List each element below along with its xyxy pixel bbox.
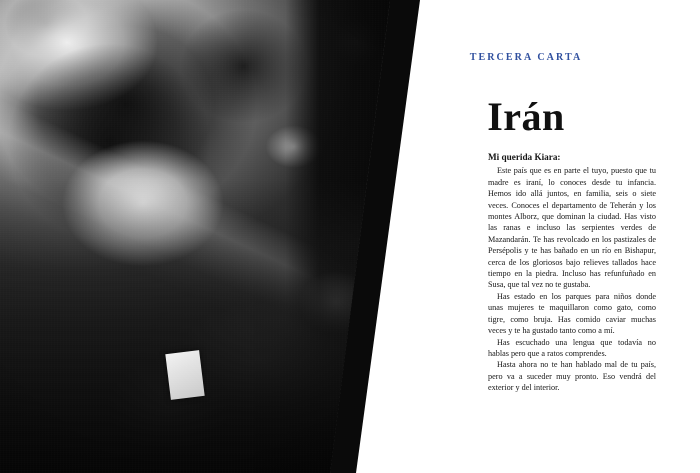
letter-salutation: Mi querida Kiara: [488, 152, 561, 162]
article-text-panel [370, 0, 700, 473]
page-title: Irán [487, 93, 565, 139]
letter-paragraph: Este país que es en parte el tuyo, puesto que tu madre es iraní, lo conoces desde tu infancia. Hemos ido allá juntos, en familia, seis o siete veces. Conoces el departamento de Teherán y los montes Alborz, que dominan la ciudad. Has visto las ranas e incluso las serpientes verdes de Mazandarán. Te has revolcado en los pastizales de Persépolis y te has bañado en un río en Bishapur, cerca de los gloriosos bajo relieves tallados hace tiempo en la piedra. Incluso has refunfuñado en Susa, que tal vez no te gustaba. [488, 166, 656, 290]
letter-body [488, 152, 656, 394]
article-kicker: TERCERA CARTA [469, 52, 583, 63]
letter-paragraph: Has estado en los parques para niños donde unas mujeres te maquillaron como gato, como tigre, como brujа. Has comido caviar muchas veces y te ha gustado tanto como a mí. [488, 291, 656, 336]
letter-paragraph: Hasta ahora no te han hablado mal de tu país, pero va a suceder muy pronto. Eso vendrá del exterior y del interior. [488, 360, 656, 393]
letter-paragraph: Has escuchado una lengua que todavía no hablas pero que a ratos comprendes. [488, 337, 656, 358]
